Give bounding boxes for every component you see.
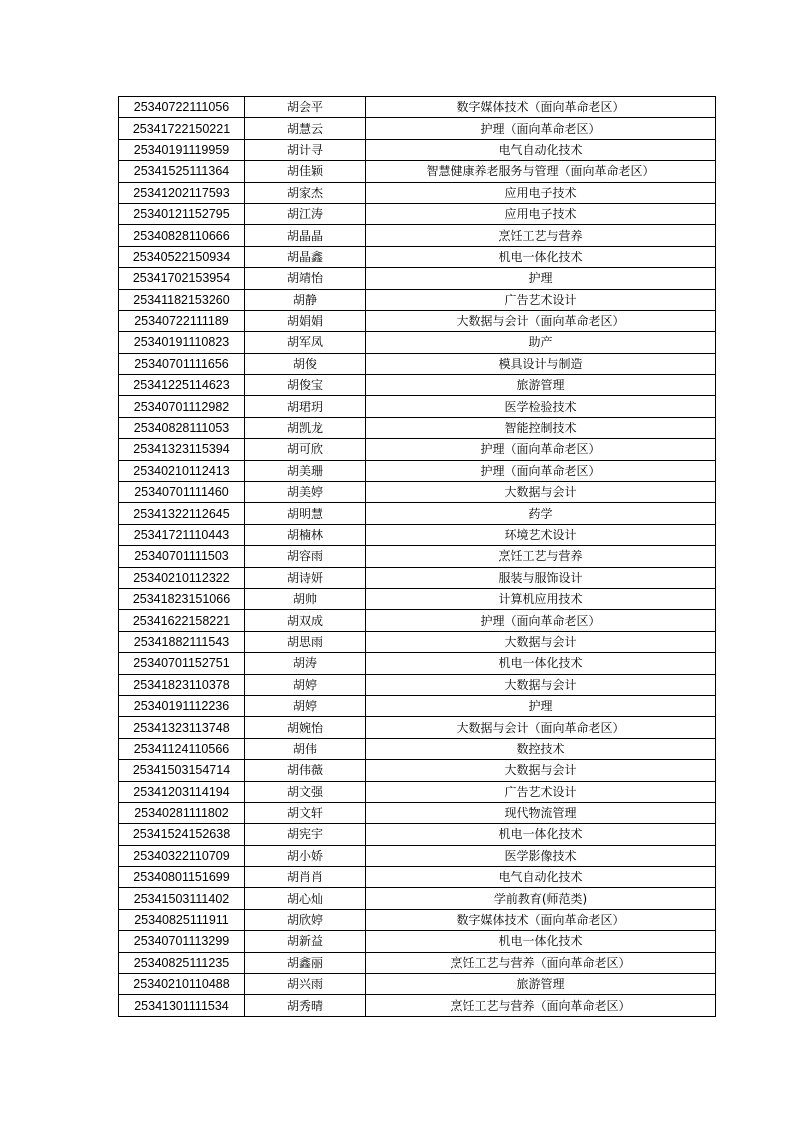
student-id-cell: 25341882111543 bbox=[119, 631, 245, 652]
major-cell: 护理（面向革命老区） bbox=[366, 460, 716, 481]
table-row bbox=[119, 888, 716, 909]
student-name-cell: 胡婷 bbox=[245, 674, 366, 695]
major-cell: 护理 bbox=[366, 268, 716, 289]
student-name-cell: 胡俊宝 bbox=[245, 375, 366, 396]
student-name-cell: 胡美婷 bbox=[245, 482, 366, 503]
student-name-cell: 胡思雨 bbox=[245, 631, 366, 652]
table-row bbox=[119, 268, 716, 289]
student-id-cell: 25341721110443 bbox=[119, 524, 245, 545]
table-row bbox=[119, 824, 716, 845]
student-name-cell: 胡美珊 bbox=[245, 460, 366, 481]
student-id-cell: 25340701111656 bbox=[119, 353, 245, 374]
student-name-cell: 胡涛 bbox=[245, 653, 366, 674]
table-row bbox=[119, 161, 716, 182]
major-cell: 数控技术 bbox=[366, 738, 716, 759]
student-name-cell: 胡诗妍 bbox=[245, 567, 366, 588]
major-cell: 烹饪工艺与营养 bbox=[366, 225, 716, 246]
major-cell: 护理（面向革命老区） bbox=[366, 118, 716, 139]
major-cell: 应用电子技术 bbox=[366, 182, 716, 203]
table-row bbox=[119, 203, 716, 224]
table-row bbox=[119, 952, 716, 973]
table-row bbox=[119, 717, 716, 738]
student-id-cell: 25340191112236 bbox=[119, 695, 245, 716]
student-id-cell: 25341322112645 bbox=[119, 503, 245, 524]
student-id-cell: 25341622158221 bbox=[119, 610, 245, 631]
major-cell: 环境艺术设计 bbox=[366, 524, 716, 545]
table-row bbox=[119, 182, 716, 203]
student-id-cell: 25341323115394 bbox=[119, 439, 245, 460]
major-cell: 机电一体化技术 bbox=[366, 931, 716, 952]
major-cell: 现代物流管理 bbox=[366, 802, 716, 823]
major-cell: 大数据与会计 bbox=[366, 760, 716, 781]
table-row bbox=[119, 460, 716, 481]
major-cell: 助产 bbox=[366, 332, 716, 353]
major-cell: 烹饪工艺与营养（面向革命老区） bbox=[366, 995, 716, 1016]
student-name-cell: 胡欣婷 bbox=[245, 909, 366, 930]
student-id-cell: 25340322110709 bbox=[119, 845, 245, 866]
student-id-cell: 25340801151699 bbox=[119, 867, 245, 888]
table-row bbox=[119, 396, 716, 417]
roster-table-body bbox=[119, 97, 716, 1017]
major-cell: 智慧健康养老服务与管理（面向革命老区） bbox=[366, 161, 716, 182]
major-cell: 旅游管理 bbox=[366, 375, 716, 396]
major-cell: 计算机应用技术 bbox=[366, 588, 716, 609]
student-id-cell: 25341823151066 bbox=[119, 588, 245, 609]
student-name-cell: 胡可欣 bbox=[245, 439, 366, 460]
student-name-cell: 胡肖肖 bbox=[245, 867, 366, 888]
major-cell: 医学检验技术 bbox=[366, 396, 716, 417]
student-name-cell: 胡晶晶 bbox=[245, 225, 366, 246]
student-id-cell: 25340825111235 bbox=[119, 952, 245, 973]
student-name-cell: 胡慧云 bbox=[245, 118, 366, 139]
major-cell: 服装与服饰设计 bbox=[366, 567, 716, 588]
student-id-cell: 25341823110378 bbox=[119, 674, 245, 695]
student-id-cell: 25340828110666 bbox=[119, 225, 245, 246]
table-row bbox=[119, 760, 716, 781]
major-cell: 机电一体化技术 bbox=[366, 246, 716, 267]
table-row bbox=[119, 781, 716, 802]
table-row bbox=[119, 524, 716, 545]
major-cell: 电气自动化技术 bbox=[366, 139, 716, 160]
student-name-cell: 胡俊 bbox=[245, 353, 366, 374]
admission-roster-table bbox=[118, 96, 716, 1017]
major-cell: 机电一体化技术 bbox=[366, 653, 716, 674]
student-id-cell: 25341525111364 bbox=[119, 161, 245, 182]
student-name-cell: 胡文强 bbox=[245, 781, 366, 802]
table-row bbox=[119, 482, 716, 503]
major-cell: 大数据与会计 bbox=[366, 482, 716, 503]
table-row bbox=[119, 567, 716, 588]
student-name-cell: 胡会平 bbox=[245, 97, 366, 118]
major-cell: 广告艺术设计 bbox=[366, 781, 716, 802]
student-name-cell: 胡凯龙 bbox=[245, 417, 366, 438]
student-id-cell: 25340121152795 bbox=[119, 203, 245, 224]
student-id-cell: 25341124110566 bbox=[119, 738, 245, 759]
student-id-cell: 25340722111189 bbox=[119, 310, 245, 331]
student-id-cell: 25341182153260 bbox=[119, 289, 245, 310]
table-row bbox=[119, 610, 716, 631]
student-id-cell: 25340828111053 bbox=[119, 417, 245, 438]
table-row bbox=[119, 546, 716, 567]
major-cell: 医学影像技术 bbox=[366, 845, 716, 866]
major-cell: 旅游管理 bbox=[366, 974, 716, 995]
student-name-cell: 胡宪宇 bbox=[245, 824, 366, 845]
major-cell: 数字媒体技术（面向革命老区） bbox=[366, 909, 716, 930]
student-name-cell: 胡静 bbox=[245, 289, 366, 310]
table-row bbox=[119, 439, 716, 460]
student-name-cell: 胡军凤 bbox=[245, 332, 366, 353]
table-row bbox=[119, 588, 716, 609]
major-cell: 广告艺术设计 bbox=[366, 289, 716, 310]
student-id-cell: 25341301111534 bbox=[119, 995, 245, 1016]
major-cell: 药学 bbox=[366, 503, 716, 524]
student-name-cell: 胡双成 bbox=[245, 610, 366, 631]
student-id-cell: 25341225114623 bbox=[119, 375, 245, 396]
student-id-cell: 25341503111402 bbox=[119, 888, 245, 909]
student-id-cell: 25340701152751 bbox=[119, 653, 245, 674]
student-id-cell: 25340191119959 bbox=[119, 139, 245, 160]
student-name-cell: 胡佳颖 bbox=[245, 161, 366, 182]
table-row bbox=[119, 353, 716, 374]
student-name-cell: 胡家杰 bbox=[245, 182, 366, 203]
student-id-cell: 25341722150221 bbox=[119, 118, 245, 139]
student-name-cell: 胡小娇 bbox=[245, 845, 366, 866]
table-row bbox=[119, 931, 716, 952]
student-id-cell: 25340522150934 bbox=[119, 246, 245, 267]
table-row bbox=[119, 738, 716, 759]
major-cell: 烹饪工艺与营养 bbox=[366, 546, 716, 567]
student-name-cell: 胡明慧 bbox=[245, 503, 366, 524]
major-cell: 护理（面向革命老区） bbox=[366, 439, 716, 460]
student-id-cell: 25341202117593 bbox=[119, 182, 245, 203]
student-name-cell: 胡娟娟 bbox=[245, 310, 366, 331]
student-name-cell: 胡秀晴 bbox=[245, 995, 366, 1016]
student-name-cell: 胡晶鑫 bbox=[245, 246, 366, 267]
table-row bbox=[119, 653, 716, 674]
table-row bbox=[119, 289, 716, 310]
major-cell: 数字媒体技术（面向革命老区） bbox=[366, 97, 716, 118]
major-cell: 模具设计与制造 bbox=[366, 353, 716, 374]
student-name-cell: 胡帅 bbox=[245, 588, 366, 609]
student-id-cell: 25340210112413 bbox=[119, 460, 245, 481]
major-cell: 大数据与会计 bbox=[366, 674, 716, 695]
student-id-cell: 25340701111460 bbox=[119, 482, 245, 503]
table-row bbox=[119, 375, 716, 396]
major-cell: 护理 bbox=[366, 695, 716, 716]
student-id-cell: 25341702153954 bbox=[119, 268, 245, 289]
student-name-cell: 胡婉怡 bbox=[245, 717, 366, 738]
student-name-cell: 胡伟 bbox=[245, 738, 366, 759]
major-cell: 应用电子技术 bbox=[366, 203, 716, 224]
table-row bbox=[119, 631, 716, 652]
student-id-cell: 25341503154714 bbox=[119, 760, 245, 781]
table-row bbox=[119, 97, 716, 118]
table-row bbox=[119, 867, 716, 888]
major-cell: 大数据与会计（面向革命老区） bbox=[366, 717, 716, 738]
student-id-cell: 25340191110823 bbox=[119, 332, 245, 353]
student-id-cell: 25340825111911 bbox=[119, 909, 245, 930]
table-row bbox=[119, 225, 716, 246]
table-row bbox=[119, 310, 716, 331]
table-row bbox=[119, 695, 716, 716]
major-cell: 电气自动化技术 bbox=[366, 867, 716, 888]
table-row bbox=[119, 118, 716, 139]
student-id-cell: 25340722111056 bbox=[119, 97, 245, 118]
table-row bbox=[119, 246, 716, 267]
student-name-cell: 胡计寻 bbox=[245, 139, 366, 160]
student-id-cell: 25341524152638 bbox=[119, 824, 245, 845]
student-name-cell: 胡鑫丽 bbox=[245, 952, 366, 973]
student-id-cell: 25341323113748 bbox=[119, 717, 245, 738]
student-id-cell: 25340210112322 bbox=[119, 567, 245, 588]
student-name-cell: 胡新益 bbox=[245, 931, 366, 952]
table-row bbox=[119, 845, 716, 866]
major-cell: 智能控制技术 bbox=[366, 417, 716, 438]
table-row bbox=[119, 139, 716, 160]
student-name-cell: 胡婷 bbox=[245, 695, 366, 716]
table-row bbox=[119, 995, 716, 1016]
major-cell: 烹饪工艺与营养（面向革命老区） bbox=[366, 952, 716, 973]
student-name-cell: 胡兴雨 bbox=[245, 974, 366, 995]
student-name-cell: 胡珺玥 bbox=[245, 396, 366, 417]
table-row bbox=[119, 417, 716, 438]
table-row bbox=[119, 974, 716, 995]
table-row bbox=[119, 909, 716, 930]
student-name-cell: 胡伟薇 bbox=[245, 760, 366, 781]
major-cell: 护理（面向革命老区） bbox=[366, 610, 716, 631]
student-name-cell: 胡江涛 bbox=[245, 203, 366, 224]
student-id-cell: 25340281111802 bbox=[119, 802, 245, 823]
major-cell: 大数据与会计 bbox=[366, 631, 716, 652]
table-row bbox=[119, 674, 716, 695]
student-name-cell: 胡文轩 bbox=[245, 802, 366, 823]
student-id-cell: 25340701111503 bbox=[119, 546, 245, 567]
student-id-cell: 25341203114194 bbox=[119, 781, 245, 802]
student-id-cell: 25340701113299 bbox=[119, 931, 245, 952]
student-id-cell: 25340210110488 bbox=[119, 974, 245, 995]
table-row bbox=[119, 802, 716, 823]
student-name-cell: 胡楠林 bbox=[245, 524, 366, 545]
major-cell: 学前教育(师范类) bbox=[366, 888, 716, 909]
table-row bbox=[119, 503, 716, 524]
student-name-cell: 胡心灿 bbox=[245, 888, 366, 909]
table-row bbox=[119, 332, 716, 353]
student-name-cell: 胡容雨 bbox=[245, 546, 366, 567]
major-cell: 大数据与会计（面向革命老区） bbox=[366, 310, 716, 331]
major-cell: 机电一体化技术 bbox=[366, 824, 716, 845]
student-name-cell: 胡靖怡 bbox=[245, 268, 366, 289]
student-id-cell: 25340701112982 bbox=[119, 396, 245, 417]
